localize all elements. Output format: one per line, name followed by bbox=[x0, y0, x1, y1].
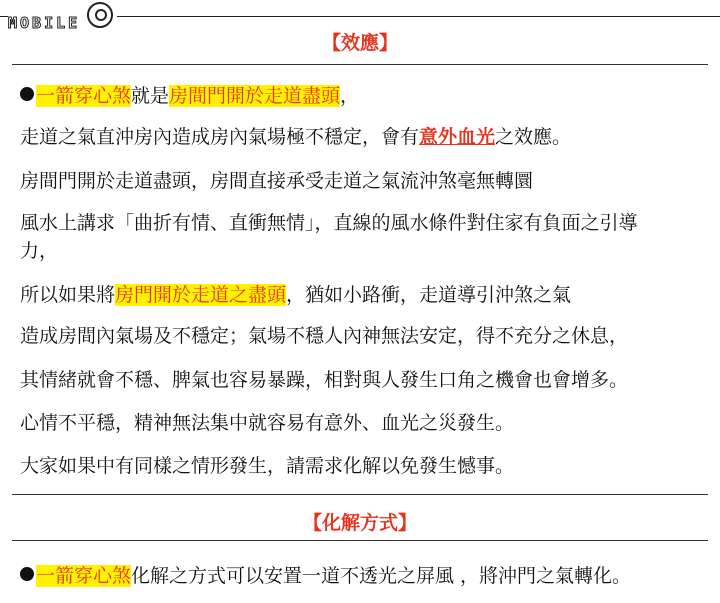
paragraph-1 bbox=[20, 82, 680, 110]
section-title-remedy: 【化解方式】 bbox=[302, 512, 417, 534]
logo-01-badge-icon bbox=[87, 2, 113, 28]
text-span: 之效應。 bbox=[495, 126, 572, 148]
logo-mark bbox=[8, 2, 117, 32]
highlight-term: 一箭穿心煞 bbox=[36, 565, 132, 587]
section-title-effects: 【效應】 bbox=[321, 32, 398, 54]
paragraph-2 bbox=[20, 123, 680, 151]
paragraph-5 bbox=[20, 281, 680, 309]
paragraph-9: 大家如果中有同樣之情形發生，請需求化解以免發生憾事。 bbox=[20, 455, 515, 477]
paragraph-4: 風水上講求「曲折有情、直衝無情」，直線的風水條件對住家有負面之引導力， bbox=[20, 212, 638, 262]
highlight-term: 房間門開於走道盡頭 bbox=[169, 85, 341, 107]
site-logo[interactable] bbox=[8, 4, 117, 30]
text-span: 走道之氣直沖房內造成房內氣場極不穩定，會有 bbox=[20, 126, 420, 148]
paragraph-7: 其情緒就會不穩、脾氣也容易暴躁，相對與人發生口角之機會也會增多。 bbox=[20, 369, 629, 391]
text-span: ，猶如小路衝，走道導引沖煞之氣 bbox=[286, 284, 572, 306]
bullet-icon bbox=[20, 87, 34, 101]
paragraph-6: 造成房間內氣場及不穩定；氣場不穩人內神無法安定，得不充分之休息， bbox=[20, 325, 629, 347]
text-span: 就是 bbox=[131, 85, 170, 107]
logo-text: MOBILE bbox=[8, 14, 81, 32]
emphasis-term: 意外血光 bbox=[419, 126, 496, 148]
highlight-term: 一箭穿心煞 bbox=[36, 85, 132, 107]
bullet-icon bbox=[20, 567, 34, 581]
divider bbox=[12, 64, 708, 65]
paragraph-remedy bbox=[20, 562, 680, 590]
highlight-term: 房門開於走道之盡頭 bbox=[115, 284, 287, 306]
divider bbox=[12, 494, 708, 495]
paragraph-8: 心情不平穩，精神無法集中就容易有意外、血光之災發生。 bbox=[20, 412, 515, 434]
paragraph-3: 房間門開於走道盡頭，房間直接承受走道之氣流沖煞毫無轉圜 bbox=[20, 170, 534, 192]
text-span: 化解之方式可以安置一道不透光之屏風 ，將沖門之氣轉化。 bbox=[131, 565, 632, 587]
divider bbox=[12, 540, 708, 541]
text-span: 所以如果將 bbox=[20, 284, 116, 306]
text-span: ， bbox=[340, 85, 360, 107]
